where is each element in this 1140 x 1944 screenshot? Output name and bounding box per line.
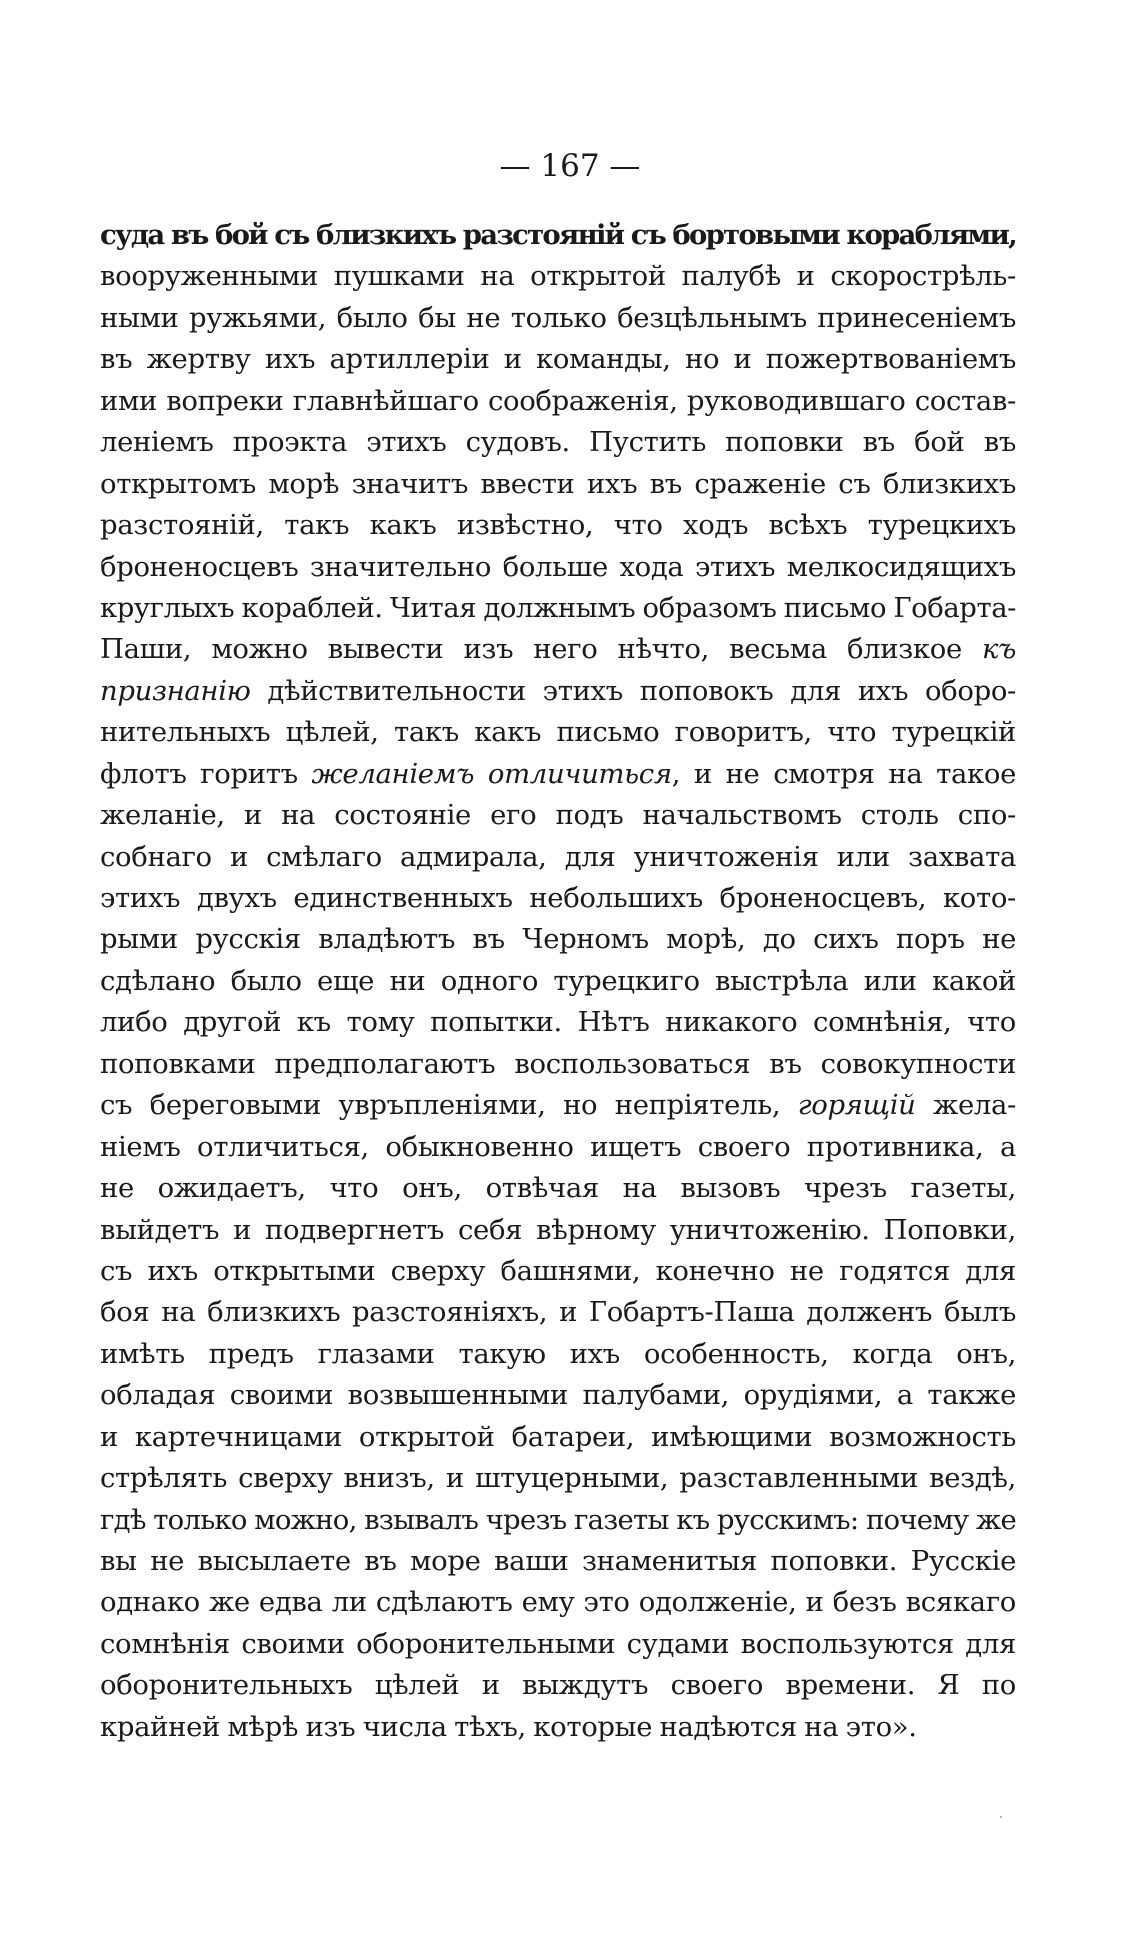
text-line bbox=[100, 1085, 1016, 1126]
text-run: флотъ горитъ bbox=[100, 757, 312, 790]
text-line: ными ружьями, было бы не только безцѣльнымъ принесеніемъ bbox=[100, 301, 1016, 334]
text-line-last: крайней мѣрѣ изъ числа тѣхъ, которые надѣются на это». bbox=[100, 1710, 917, 1743]
text-run: жела- bbox=[915, 1089, 1016, 1122]
italic-text: признанію bbox=[100, 674, 251, 707]
text-line: сдѣлано было еще ни одного турецкиго выстрѣла или какой bbox=[100, 964, 1016, 997]
text-line: поповками предполагаютъ воспользоваться въ совокупности bbox=[100, 1047, 1016, 1080]
scan-speck bbox=[1000, 1816, 1002, 1818]
text-line: въ жертву ихъ артиллеріи и команды, но и пожертвованіемъ bbox=[100, 343, 1016, 376]
text-line: сомнѣнія своими оборонительными судами воспользуются для bbox=[100, 1627, 1016, 1660]
text-line: однако же едва ли сдѣлаютъ ему это одолженіе, и безъ всякаго bbox=[100, 1586, 1016, 1619]
italic-text: горящій bbox=[797, 1089, 916, 1122]
page-number: — 167 — bbox=[499, 148, 641, 184]
text-line: либо другой къ тому попытки. Нѣтъ никакого сомнѣнія, что bbox=[100, 1006, 1016, 1039]
text-line: желаніе, и на состояніе его подъ начальствомъ столь спо- bbox=[100, 799, 1016, 832]
text-line: собнаго и смѣлаго адмирала, для уничтоженія или захвата bbox=[100, 840, 1016, 873]
text-run: дѣйствительности этихъ поповокъ для ихъ оборо- bbox=[250, 674, 1016, 707]
text-line: ими вопреки главнѣйшаго соображенія, руководившаго состав- bbox=[100, 384, 1016, 417]
text-run: съ береговыми увръпленіями, но непріятель, bbox=[100, 1089, 798, 1122]
text-line: обладая своими возвышенными палубами, орудіями, а также bbox=[100, 1379, 1016, 1412]
italic-text: желаніемъ отличиться bbox=[311, 757, 672, 790]
text-line bbox=[100, 754, 1016, 795]
text-line: открытомъ морѣ значитъ ввести ихъ въ сраженіе съ близкихъ bbox=[100, 467, 1016, 500]
text-line: имѣть предъ глазами такую ихъ особенность, когда онъ, bbox=[100, 1337, 1016, 1370]
text-line bbox=[100, 671, 1016, 712]
text-line: не ожидаетъ, что онъ, отвѣчая на вызовъ чрезъ газеты, bbox=[100, 1172, 1016, 1205]
text-line: съ ихъ открытыми сверху башнями, конечно не годятся для bbox=[100, 1254, 1016, 1287]
text-run: , и не смотря на такое bbox=[671, 757, 1016, 790]
text-line: этихъ двухъ единственныхъ небольшихъ броненосцевъ, кото- bbox=[100, 882, 1016, 914]
text-line: гдѣ только можно, взывалъ чрезъ газеты къ русскимъ: почему же bbox=[100, 1503, 1016, 1536]
text-line: ніемъ отличиться, обыкновенно ищетъ своего противника, а bbox=[100, 1130, 1016, 1163]
text-line: нительныхъ цѣлей, такъ какъ письмо говоритъ, что турецкій bbox=[100, 716, 1016, 749]
italic-text: къ bbox=[981, 633, 1016, 666]
text-line: разстояній, такъ какъ извѣстно, что ходъ всѣхъ турецкихъ bbox=[100, 509, 1016, 542]
text-line: вы не высылаете въ море ваши знаменитыя поповки. Русскіе bbox=[100, 1545, 1016, 1577]
text-line: рыми русскія владѣютъ въ Черномъ морѣ, до сихъ поръ не bbox=[100, 923, 1016, 956]
text-line: круглыхъ кораблей. Читая должнымъ образомъ письмо Гобарта- bbox=[100, 591, 1016, 624]
text-line: леніемъ проэкта этихъ судовъ. Пустить поповки въ бой въ bbox=[100, 426, 1016, 459]
text-line: суда въ бой съ близкихъ разстояній съ бортовыми кораблями, bbox=[100, 219, 1016, 251]
text-line: вооруженными пушками на открытой палубѣ и скорострѣль- bbox=[100, 260, 1016, 293]
text-line: стрѣлять сверху внизъ, и штуцерными, разставленными вездѣ, bbox=[100, 1462, 1016, 1495]
body-text bbox=[100, 215, 1016, 1748]
text-line: броненосцевъ значительно больше хода этихъ мелкосидящихъ bbox=[100, 550, 1016, 583]
text-line: и картечницами открытой батареи, имѣющими возможность bbox=[100, 1420, 1016, 1453]
text-line: выйдетъ и подвергнетъ себя вѣрному уничтоженію. Поповки, bbox=[100, 1213, 1016, 1246]
text-line: боя на близкихъ разстояніяхъ, и Гобартъ-Паша долженъ былъ bbox=[100, 1296, 1016, 1329]
text-run: Паши, можно вывести изъ него нѣчто, весьма близкое bbox=[100, 633, 982, 666]
text-line: оборонительныхъ цѣлей и выждутъ своего времени. Я по bbox=[100, 1669, 1016, 1702]
text-line bbox=[100, 629, 1016, 670]
